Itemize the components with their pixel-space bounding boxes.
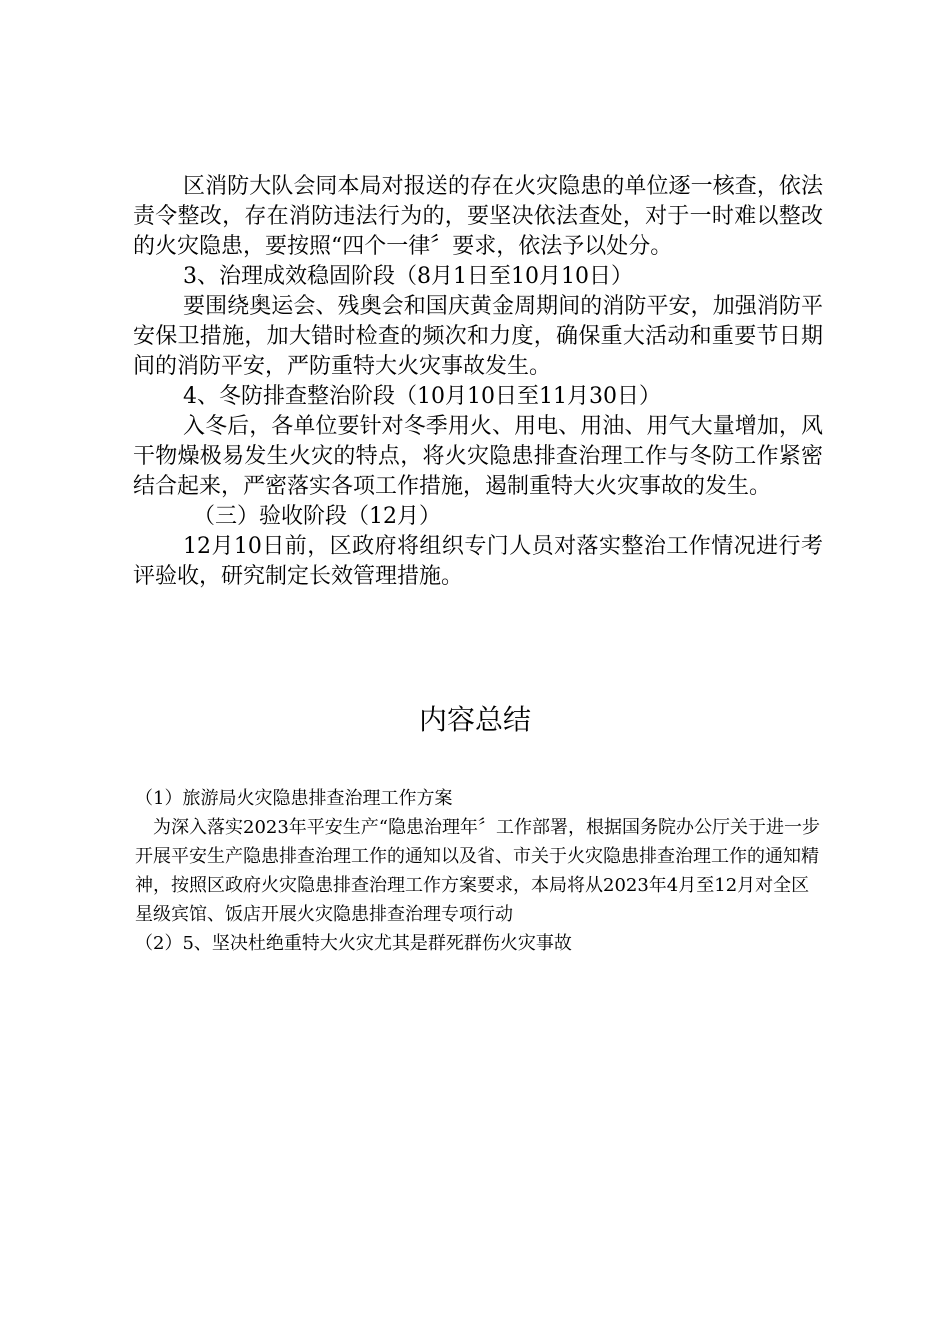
heading-phase-3: 3、治理成效稳固阶段（8月1日至10月10日） (183, 264, 633, 289)
paragraph-fire-brigade-check: 区消防大队会同本局对报送的存在火灾隐患的单位逐一核查，依法责令整改，存在消防违法行为的，要坚决依法查处，对于一时难以整改的火灾隐患，要按照“四个一律〞要求，依法予以处分。 (133, 174, 823, 259)
paragraph-phase-4: 入冬后，各单位要针对冬季用火、用电、用油、用气大量增加，风干物燥极易发生火灾的特点，将火灾隐患排查治理工作与冬防工作紧密结合起来，严密落实各项工作措施，遏制重特大火灾事故的发生。 (133, 414, 823, 499)
heading-phase-4: 4、冬防排查整治阶段（10月10日至11月30日） (183, 384, 661, 409)
summary-title: 内容总结 (418, 703, 531, 736)
heading-acceptance-stage: （三）验收阶段（12月） (193, 504, 441, 529)
summary-item-2: （2）5、坚决杜绝重特大火灾尤其是群死群伤火灾事故 (135, 933, 572, 954)
summary-section (135, 784, 820, 958)
summary-item-1-text: 为深入落实2023年平安生产“隐患治理年〞工作部署，根据国务院办公厅关于进一步开展平安生产隐患排查治理工作的通知以及省、市关于火灾隐患排查治理工作的通知精神，按照区政府火灾隐患排查治理工作方案要求，本局将从2023年4月至12月对全区星级宾馆、饭店开展火灾隐患排查治理专项行动 (135, 817, 821, 925)
paragraph-acceptance-stage: 12月10日前，区政府将组织专门人员对落实整治工作情况进行考评验收，研究制定长效管理措施。 (133, 534, 823, 589)
document-body (133, 172, 823, 592)
paragraph-phase-3: 要围绕奥运会、残奥会和国庆黄金周期间的消防平安，加强消防平安保卫措施，加大错时检查的频次和力度，确保重大活动和重要节日期间的消防平安，严防重特大火灾事故发生。 (133, 294, 823, 379)
summary-item-1-title: （1）旅游局火灾隐患排查治理工作方案 (135, 788, 453, 809)
